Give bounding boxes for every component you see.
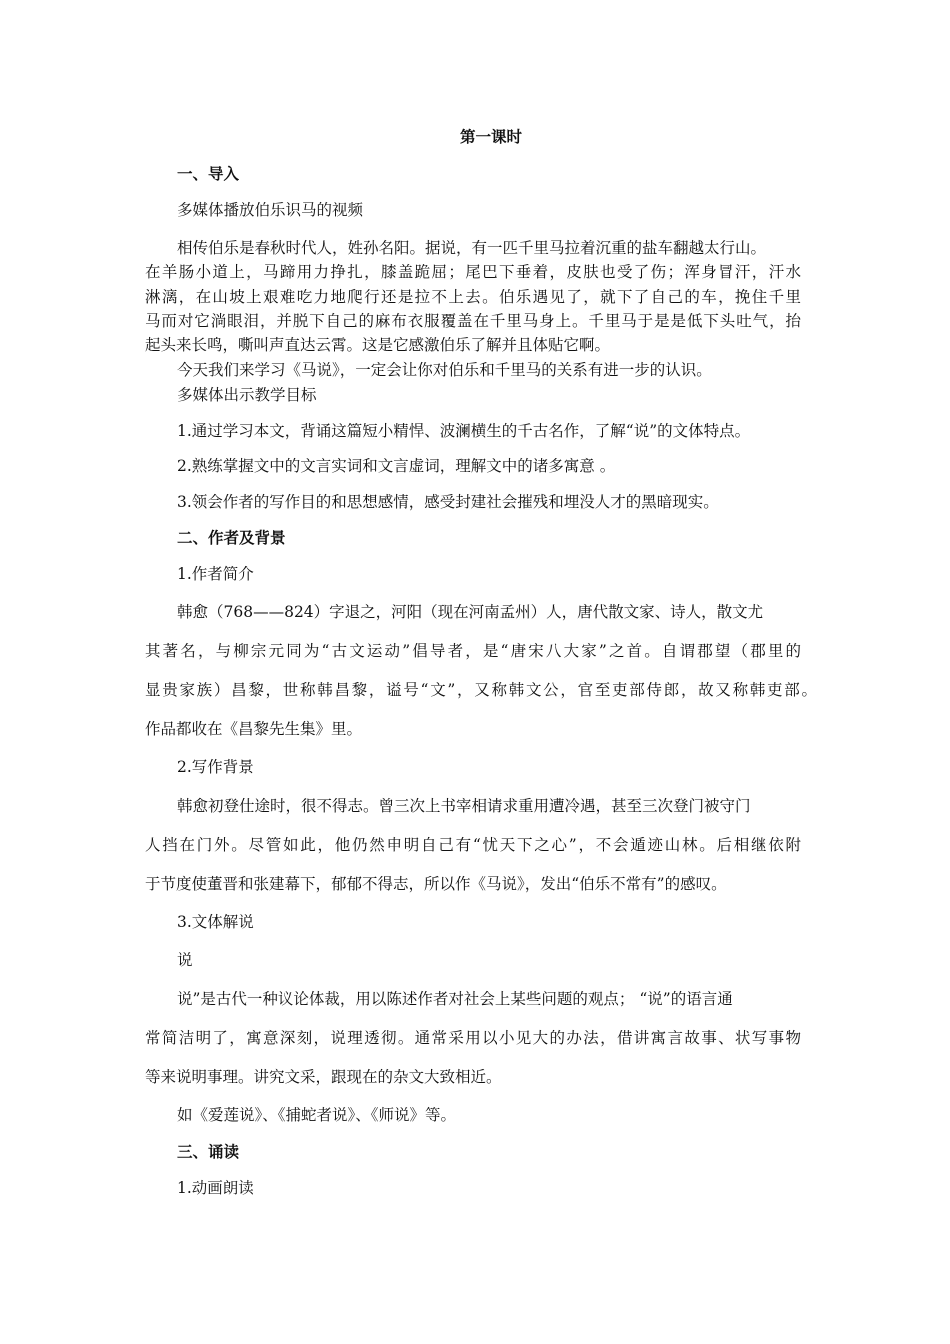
background-title: 2.写作背景 (177, 758, 254, 776)
author-line: 其著名，与柳宗元同为“古文运动”倡导者，是“唐宋八大家”之首。自谓郡望（郡里的 (145, 642, 801, 660)
video-note: 多媒体播放伯乐识马的视频 (177, 201, 364, 219)
goal-item: 1.通过学习本文，背诵这篇短小精悍、波澜横生的千古名作，了解“说”的文体特点。 (177, 422, 751, 440)
section-heading-author: 二、作者及背景 (177, 529, 286, 547)
genre-line: 常简洁明了，寓意深刻，说理透彻。通常采用以小见大的办法，借讲寓言故事、状写事物 (145, 1029, 801, 1047)
goals-title: 多媒体出示教学目标 (177, 386, 317, 404)
background-line: 于节度使董晋和张建幕下，郁郁不得志，所以作《马说》，发出“伯乐不常有”的感叹。 (145, 875, 727, 893)
background-line: 人挡在门外。尽管如此，他仍然申明自己有“忧天下之心”，不会遁迹山林。后相继依附 (145, 836, 801, 854)
goal-item: 3.领会作者的写作目的和思想感情，感受封建社会摧残和埋没人才的黑暗现实。 (177, 493, 719, 511)
today-line: 今天我们来学习《马说》，一定会让你对伯乐和千里马的关系有进一步的认识。 (177, 361, 712, 379)
author-line: 显贵家族）昌黎，世称韩昌黎，谥号“文”，又称韩文公，官至吏部侍郎，故又称韩吏部。 (145, 681, 817, 699)
genre-line: 等来说明事理。讲究文采，跟现在的杂文大致相近。 (145, 1068, 502, 1086)
story-line: 淋漓，在山坡上艰难吃力地爬行还是拉不上去。伯乐遇见了，就下了自己的车，挽住千里 (145, 288, 801, 306)
shuo-term: 说 (177, 951, 193, 969)
section-heading-recite: 三、诵读 (177, 1143, 240, 1161)
story-line: 相传伯乐是春秋时代人，姓孙名阳。据说，有一匹千里马拉着沉重的盐车翻越太行山。 (177, 239, 767, 257)
section-heading-intro: 一、导入 (177, 165, 240, 183)
recite-item: 1.动画朗读 (177, 1179, 254, 1197)
page-title: 第一课时 (459, 128, 522, 146)
story-line: 起头来长鸣，嘶叫声直达云霄。这是它感激伯乐了解并且体贴它啊。 (145, 336, 611, 354)
genre-title: 3.文体解说 (177, 913, 254, 931)
author-line: 作品都收在《昌黎先生集》里。 (145, 720, 363, 738)
examples-line: 如《爱莲说》、《捕蛇者说》、《师说》等。 (177, 1106, 457, 1124)
author-line: 韩愈（768——824）字退之，河阳（现在河南孟州）人，唐代散文家、诗人，散文尤 (177, 603, 764, 621)
author-title: 1.作者简介 (177, 565, 254, 583)
background-line: 韩愈初登仕途时，很不得志。曾三次上书宰相请求重用遭冷遇，甚至三次登门被守门 (177, 797, 751, 815)
story-line: 马而对它淌眼泪，并脱下自己的麻布衣服覆盖在千里马身上。千里马于是是低下头吐气，抬 (145, 312, 801, 330)
goal-item: 2.熟练掌握文中的文言实词和文言虚词，理解文中的诸多寓意 。 (177, 457, 616, 475)
genre-line: 说”是古代一种议论体裁，用以陈述作者对社会上某些问题的观点； “说”的语言通 (177, 990, 733, 1008)
story-line: 在羊肠小道上，马蹄用力挣扎，膝盖跪屈；尾巴下垂着，皮肤也受了伤；浑身冒汗，汗水 (145, 263, 801, 281)
